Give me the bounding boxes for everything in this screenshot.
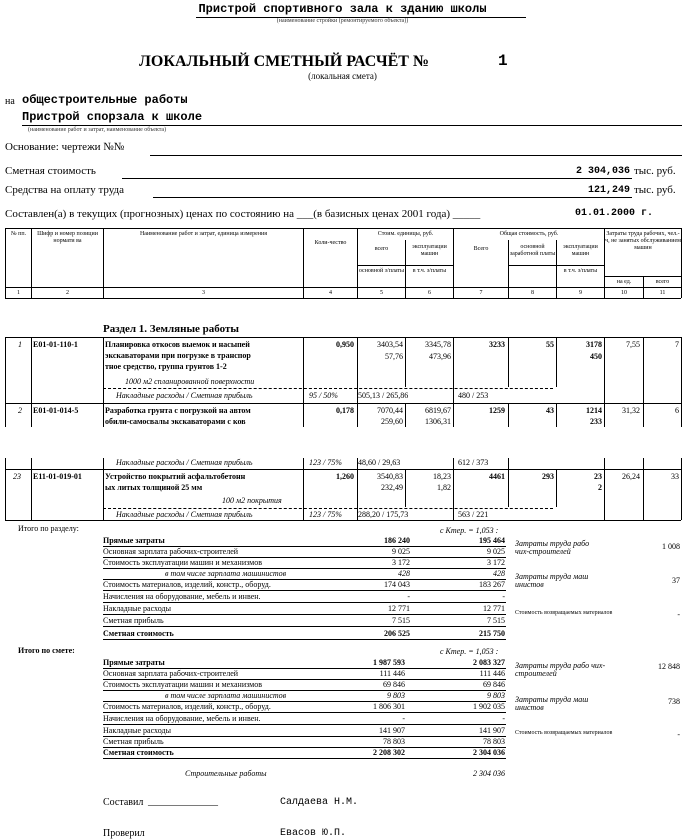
building-caption: (наименование стройки (ремонтируемого объекта))	[276, 18, 409, 24]
doc-subtitle: (локальная смета)	[308, 71, 377, 81]
section-totals-label: Итого по разделу:	[18, 524, 79, 533]
col-unit-cost-header: Стоим. единицы, руб.	[377, 231, 434, 237]
checked-by-name: Евасов Ю.П.	[280, 828, 347, 839]
checked-by-label: Проверил	[103, 828, 145, 839]
overhead-line: Накладные расходы / Сметная прибыль	[116, 391, 253, 400]
col-number-header: № пп.	[10, 231, 27, 237]
divider	[122, 178, 632, 179]
on-label: на	[5, 96, 15, 107]
work-object: Пристрой спорзала к школе	[22, 110, 203, 124]
compiled-by-label: Составил	[103, 797, 144, 808]
cost-value: 2 304,036	[575, 166, 630, 177]
compiled-date: 01.01.2000 г.	[575, 208, 654, 219]
basis-label: Основание: чертежи №№	[5, 141, 125, 153]
wage-unit: тыс. руб.	[634, 184, 676, 196]
compiled-by-name: Салдаева Н.М.	[280, 797, 359, 808]
position-code: Е11-01-019-01	[33, 472, 82, 481]
construction-works-value: 2 304 036	[473, 769, 505, 778]
col-labor-header: Затраты труда рабочих, чел.-ч, не занятых обслуживанием машин	[605, 231, 681, 251]
overhead-line: Накладные расходы / Сметная прибыль	[116, 458, 253, 467]
construction-works-label: Строительные работы	[185, 769, 267, 778]
doc-number: 1	[498, 52, 508, 70]
estimate-totals-label: Итого по смете:	[18, 646, 75, 655]
col-total-cost-header: Общая стоимость, руб.	[499, 231, 559, 237]
work-caption: (наименование работ и затрат, наименование объекта)	[28, 127, 167, 133]
divider	[150, 155, 682, 156]
wage-value: 121,249	[587, 185, 630, 196]
wage-label: Средства на оплату труда	[5, 184, 125, 196]
compiled-text: Составлен(а) в текущих (прогнозных) ценах по состоянию на ___(в базисных ценах 2001 года) _____	[5, 208, 481, 220]
cost-label: Сметная стоимость	[5, 165, 96, 177]
divider	[153, 197, 632, 198]
position-code: Е01-01-110-1	[33, 340, 78, 349]
work-type: общестроительные работы	[22, 93, 188, 107]
doc-title: ЛОКАЛЬНЫЙ СМЕТНЫЙ РАСЧЁТ №	[139, 53, 430, 70]
col-name-header: Наименование работ и затрат, единица измерения	[139, 231, 268, 237]
divider	[22, 125, 682, 126]
building-name: Пристрой спортивного зала к зданию школы	[198, 2, 487, 16]
section-title: Раздел 1. Земляные работы	[103, 323, 239, 335]
overhead-line: Накладные расходы / Сметная прибыль	[116, 510, 253, 519]
position-code: Е01-01-014-5	[33, 406, 79, 415]
col-code-header: Шифр и номер позиции нормати ва	[37, 231, 98, 244]
col-qty-header: Коли-чество	[314, 240, 347, 246]
cost-unit: тыс. руб.	[634, 165, 676, 177]
